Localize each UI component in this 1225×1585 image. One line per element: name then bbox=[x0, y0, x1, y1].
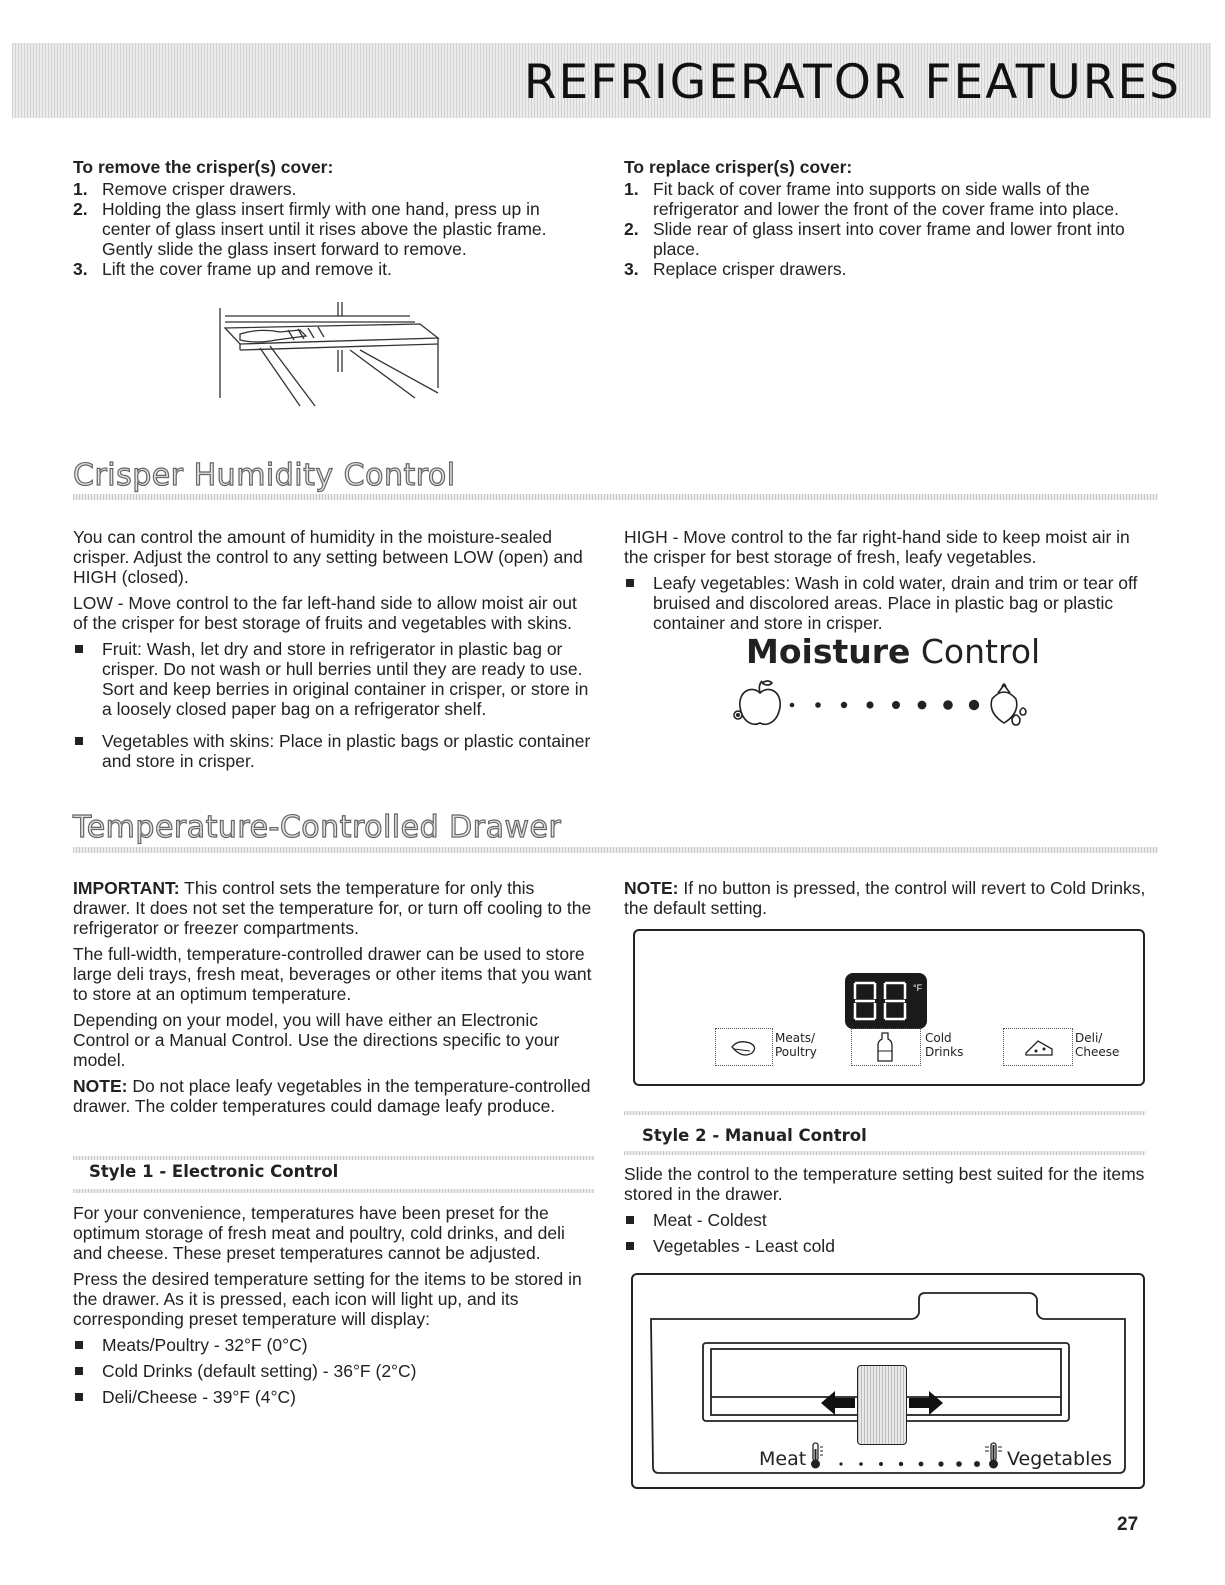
style1-bullets bbox=[73, 1335, 595, 1407]
vegetables-scale-label: Vegetables bbox=[1007, 1448, 1112, 1470]
list-item: 2. Slide rear of glass insert into cover frame and lower front into place. bbox=[624, 219, 1125, 259]
high-bullets bbox=[624, 573, 1146, 633]
low-bullets bbox=[73, 639, 593, 771]
section-rule bbox=[73, 847, 1158, 853]
manual-control-panel bbox=[631, 1273, 1145, 1489]
style2-column bbox=[624, 1164, 1146, 1256]
list-item: Meat - Coldest bbox=[624, 1210, 1146, 1230]
cold-drinks-button[interactable] bbox=[851, 1028, 921, 1066]
meat-scale-label: Meat bbox=[759, 1448, 807, 1470]
meat-icon bbox=[716, 1029, 772, 1065]
default-note: NOTE: If no button is pressed, the control will revert to Cold Drinks, the default setting. bbox=[624, 878, 1146, 918]
list-item: Leafy vegetables: Wash in cold water, drain and trim or tear off bruised and discolored areas. Place in plastic bag or plastic container and store in crisper. bbox=[624, 573, 1146, 633]
arrow-right-icon bbox=[909, 1391, 943, 1415]
moisture-control-label: Moisture Control bbox=[746, 632, 1041, 671]
crisper-cover-illustration bbox=[210, 298, 460, 410]
drawer-right-column bbox=[624, 878, 1146, 924]
humidity-low: LOW - Move control to the far left-hand side to allow moist air out of the crisper for best storage of fruits and vegetables with skins. bbox=[73, 593, 577, 633]
remove-cover-steps bbox=[73, 179, 593, 279]
moisture-level-dots bbox=[790, 700, 980, 710]
apple-icon bbox=[734, 681, 780, 724]
leafy-note: NOTE: Do not place leafy vegetables in the temperature-controlled drawer. The colder temperatures could damage leafy produce. bbox=[73, 1076, 591, 1116]
list-item: Fruit: Wash, let dry and store in refrigerator in plastic bag or crisper. Do not wash or hull berries until they are ready to use. Sort and keep berries in original container in crisper, or store in a loosely closed paper bag on a refrigerator shelf. bbox=[73, 639, 593, 719]
bottle-icon bbox=[852, 1029, 920, 1065]
style2-title: Style 2 - Manual Control bbox=[642, 1126, 867, 1145]
subsection-rule bbox=[624, 1151, 1146, 1155]
important-note: IMPORTANT: This control sets the temperature for only this drawer. It does not set the temperature for, or turn off cooling to the refrigerator or freezer compartments. bbox=[73, 878, 592, 938]
page-number: 27 bbox=[1117, 1514, 1139, 1535]
page-title: REFRIGERATOR FEATURES bbox=[523, 55, 1181, 110]
cheese-icon bbox=[1004, 1029, 1072, 1065]
style1-description: For your convenience, temperatures have been preset for the optimum storage of fresh meat and poultry, cold drinks, and deli and cheese. These preset temperatures cannot be adjusted. bbox=[73, 1203, 565, 1263]
list-item: Vegetables with skins: Place in plastic bags or plastic container and store in crisper. bbox=[73, 731, 593, 771]
subsection-rule bbox=[624, 1111, 1146, 1115]
style2-bullets bbox=[624, 1210, 1146, 1256]
vegetable-icon bbox=[991, 684, 1026, 725]
list-item: Cold Drinks (default setting) - 36°F (2°C) bbox=[73, 1361, 595, 1381]
remove-cover-section bbox=[73, 157, 593, 279]
list-item: 2. Holding the glass insert firmly with one hand, press up in center of glass insert until it rises above the plastic frame. Gently slide the glass insert forward to remove. bbox=[73, 199, 547, 259]
meats-poultry-label: Meats/ Poultry bbox=[775, 1031, 817, 1059]
subsection-rule bbox=[73, 1156, 595, 1160]
list-item: Deli/Cheese - 39°F (4°C) bbox=[73, 1387, 595, 1407]
replace-cover-heading: To replace crisper(s) cover: bbox=[624, 157, 853, 177]
remove-cover-heading: To remove the crisper(s) cover: bbox=[73, 157, 334, 177]
temperature-display bbox=[845, 973, 927, 1029]
drawer-left-column bbox=[73, 878, 595, 1122]
section-rule bbox=[73, 494, 1158, 500]
humidity-left-column bbox=[73, 527, 593, 771]
style2-description: Slide the control to the temperature setting best suited for the items stored in the drawer. bbox=[624, 1164, 1145, 1204]
drawer-description: The full-width, temperature-controlled drawer can be used to store large deli trays, fresh meat, beverages or other items that you want to store at an optimum temperature. bbox=[73, 944, 592, 1004]
style1-instructions: Press the desired temperature setting for the items to be stored in the drawer. As it is pressed, each icon will light up, and its corresponding preset temperature will display: bbox=[73, 1269, 582, 1329]
slider-handle[interactable] bbox=[857, 1365, 907, 1445]
thermometer-icon bbox=[985, 1443, 1002, 1469]
drawer-section-title: Temperature-Controlled Drawer bbox=[73, 810, 562, 845]
list-item: Vegetables - Least cold bbox=[624, 1236, 1146, 1256]
arrow-left-icon bbox=[821, 1391, 855, 1415]
cold-drinks-label: Cold Drinks bbox=[925, 1031, 964, 1059]
style1-column bbox=[73, 1203, 595, 1407]
thermometer-icon bbox=[811, 1443, 823, 1469]
deli-cheese-label: Deli/ Cheese bbox=[1075, 1031, 1120, 1059]
replace-cover-section bbox=[624, 157, 1144, 279]
list-item: 3. Replace crisper drawers. bbox=[624, 259, 847, 279]
humidity-intro: You can control the amount of humidity in the moisture-sealed crisper. Adjust the control to any setting between LOW (open) and HIGH (closed). bbox=[73, 527, 583, 587]
style1-title: Style 1 - Electronic Control bbox=[89, 1162, 339, 1181]
electronic-control-panel bbox=[633, 929, 1145, 1086]
list-item: 3. Lift the cover frame up and remove it. bbox=[73, 259, 392, 279]
model-note: Depending on your model, you will have either an Electronic Control or a Manual Control. Use the directions specific to your model. bbox=[73, 1010, 560, 1070]
subsection-rule bbox=[73, 1189, 595, 1193]
list-item: Meats/Poultry - 32°F (0°C) bbox=[73, 1335, 595, 1355]
humidity-section-title: Crisper Humidity Control bbox=[73, 458, 456, 493]
list-item: 1. Fit back of cover frame into supports on side walls of the refrigerator and lower the front of the cover frame into place. bbox=[624, 179, 1119, 219]
deli-cheese-button[interactable] bbox=[1003, 1028, 1073, 1066]
replace-cover-steps bbox=[624, 179, 1144, 279]
meats-poultry-button[interactable] bbox=[715, 1028, 773, 1066]
humidity-right-column bbox=[624, 527, 1146, 633]
header-banner bbox=[12, 43, 1211, 118]
moisture-scale bbox=[730, 663, 1050, 731]
unit-label: °F bbox=[913, 983, 923, 993]
list-item: 1. Remove crisper drawers. bbox=[73, 179, 297, 199]
seven-segment-digits bbox=[845, 973, 927, 1029]
humidity-high: HIGH - Move control to the far right-hand side to keep moist air in the crisper for best storage of fresh, leafy vegetables. bbox=[624, 527, 1130, 567]
